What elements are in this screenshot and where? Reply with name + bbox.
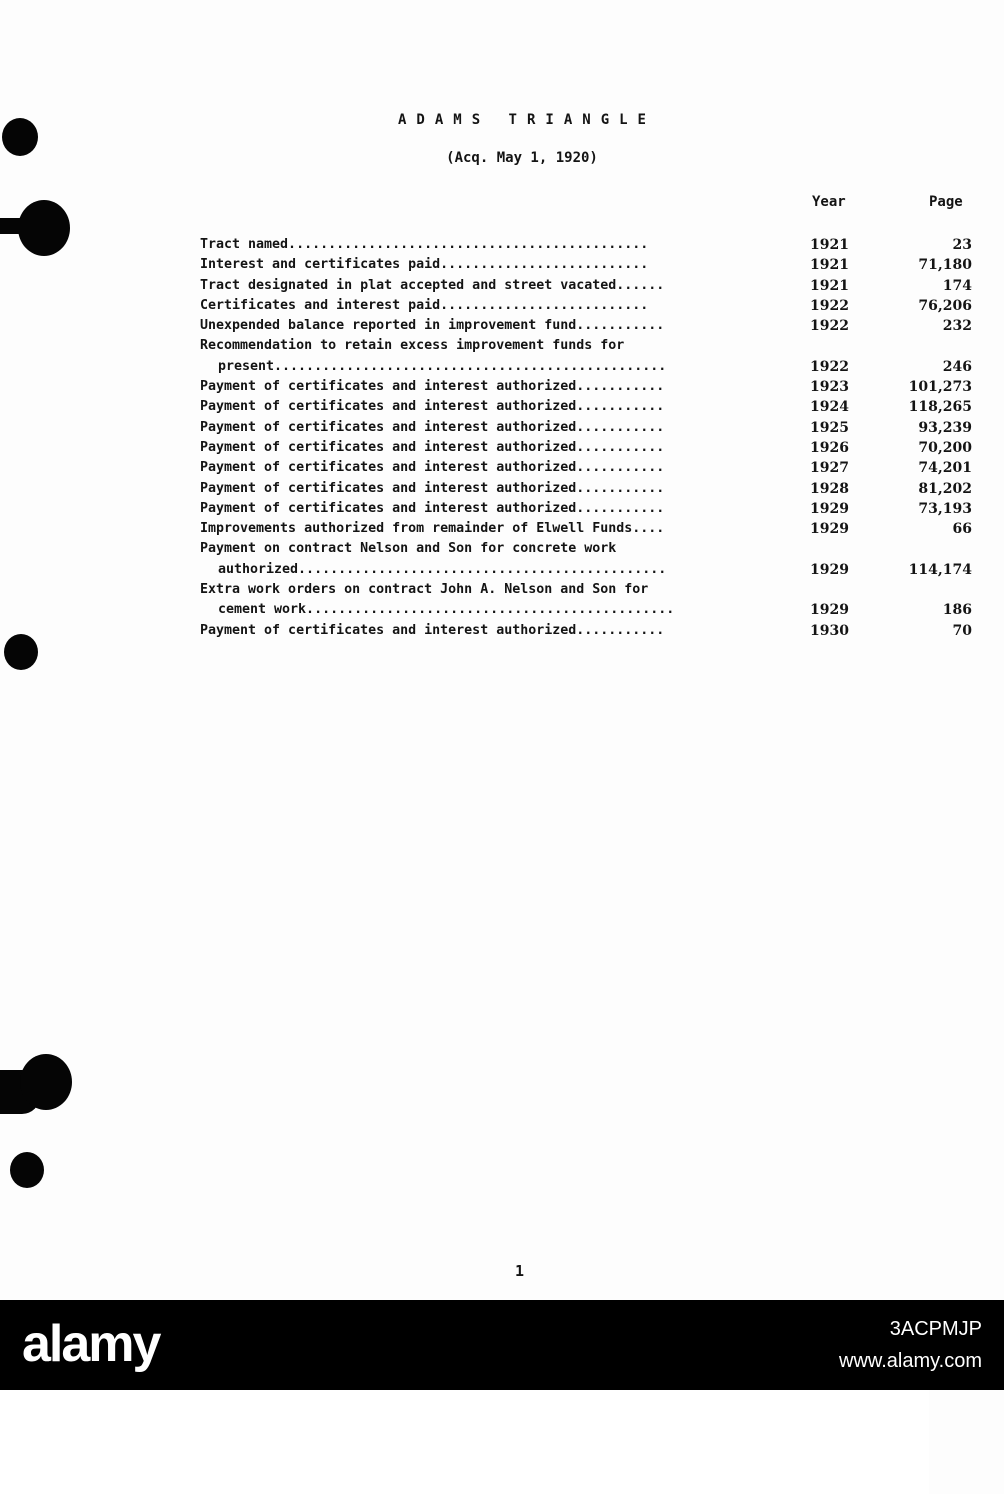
list-item — [200, 397, 990, 417]
binder-hole — [4, 634, 38, 670]
entry-description: Recommendation to retain excess improvement funds for — [200, 338, 625, 354]
watermark-banner — [0, 1300, 1004, 1390]
entry-description: Payment of certificates and interest authorized........... — [200, 379, 665, 395]
list-item — [200, 296, 990, 316]
entry-page: 70,200 — [918, 439, 972, 456]
entry-page: 23 — [952, 237, 972, 253]
list-item — [200, 560, 990, 580]
list-item — [200, 377, 990, 397]
entry-page: 186 — [942, 602, 972, 619]
entry-year: 1929 — [810, 500, 849, 517]
entry-description: Extra work orders on contract John A. Nelson and Son for — [200, 582, 649, 598]
document-subtitle: (Acq. May 1, 1920) — [446, 150, 598, 166]
entry-year: 1921 — [810, 257, 849, 274]
entry-description: Payment on contract Nelson and Son for concrete work — [200, 541, 617, 557]
image-id: 3ACPMJP — [889, 1318, 982, 1340]
list-item — [200, 418, 990, 438]
entry-year: 1924 — [810, 399, 849, 416]
entry-page: 246 — [942, 358, 972, 375]
entry-description: Payment of certificates and interest authorized........... — [200, 419, 665, 435]
entry-description: Certificates and interest paid.......................... — [200, 297, 649, 313]
list-item — [200, 519, 990, 539]
list-item — [200, 621, 990, 641]
list-item — [200, 580, 990, 600]
entry-year: 1926 — [810, 439, 849, 456]
entry-year: 1922 — [810, 297, 849, 314]
list-item — [200, 357, 990, 377]
entry-page: 81,202 — [918, 480, 972, 497]
entry-year: 1929 — [810, 561, 849, 578]
entry-description: Tract named............................................. — [200, 237, 649, 252]
entries-list — [200, 235, 990, 641]
entry-description: Unexpended balance reported in improvement fund........... — [200, 318, 665, 334]
entry-page: 73,193 — [918, 500, 972, 517]
binder-hole — [20, 1054, 72, 1110]
page-number: 1 — [515, 1262, 525, 1280]
entry-description: Improvements authorized from remainder of Elwell Funds.... — [200, 521, 665, 537]
entry-description: authorized.............................................. — [218, 561, 667, 577]
entry-year: 1925 — [810, 419, 849, 436]
alamy-logo: alamy — [22, 1315, 160, 1373]
list-item — [200, 316, 990, 336]
entry-year: 1922 — [810, 358, 849, 375]
page-column-header: Page — [929, 194, 1004, 1494]
entry-page: 232 — [942, 318, 972, 335]
list-item — [200, 539, 990, 559]
entry-page: 174 — [942, 277, 972, 294]
entry-description: Payment of certificates and interest authorized........... — [200, 399, 665, 415]
entry-page: 76,206 — [918, 297, 972, 314]
list-item — [200, 235, 990, 255]
entry-page: 71,180 — [918, 257, 972, 274]
entry-description: Payment of certificates and interest authorized........... — [200, 460, 665, 476]
list-item — [200, 479, 990, 499]
entry-year: 1929 — [810, 521, 849, 538]
entry-page: 70 — [952, 622, 972, 639]
entry-description: cement work.............................................. — [218, 602, 675, 618]
list-item — [200, 276, 990, 296]
list-item — [200, 499, 990, 519]
entry-year: 1928 — [810, 480, 849, 497]
entry-description: Payment of certificates and interest authorized........... — [200, 622, 665, 638]
entry-description: Payment of certificates and interest authorized........... — [200, 500, 665, 516]
entry-page: 66 — [952, 521, 972, 538]
document-title: ADAMS TRIANGLE — [397, 112, 656, 128]
entry-description: Tract designated in plat accepted and street vacated...... — [200, 277, 665, 293]
list-item — [200, 255, 990, 275]
entry-description: Interest and certificates paid.......................... — [200, 257, 649, 273]
entry-page: 74,201 — [918, 460, 972, 477]
entry-year: 1929 — [810, 602, 849, 619]
year-column-header: Year — [812, 194, 846, 210]
ink-blot — [0, 218, 34, 234]
entry-year: 1922 — [810, 318, 849, 335]
entry-page: 114,174 — [908, 561, 972, 578]
entry-year: 1921 — [810, 277, 849, 294]
list-item — [200, 336, 990, 356]
entry-year: 1927 — [810, 460, 849, 477]
binder-hole — [10, 1152, 44, 1188]
entry-description: Payment of certificates and interest authorized........... — [200, 439, 665, 455]
list-item — [200, 458, 990, 478]
entry-year: 1921 — [810, 237, 849, 253]
entry-description: present................................................. — [218, 358, 667, 374]
entry-year: 1923 — [810, 379, 849, 396]
list-item — [200, 438, 990, 458]
entry-page: 93,239 — [918, 419, 972, 436]
site-url: www.alamy.com — [839, 1350, 982, 1372]
entry-description: Payment of certificates and interest authorized........... — [200, 480, 665, 496]
entry-page: 118,265 — [908, 399, 972, 416]
entry-year: 1930 — [810, 622, 849, 639]
list-item — [200, 600, 990, 620]
entry-page: 101,273 — [908, 379, 972, 396]
